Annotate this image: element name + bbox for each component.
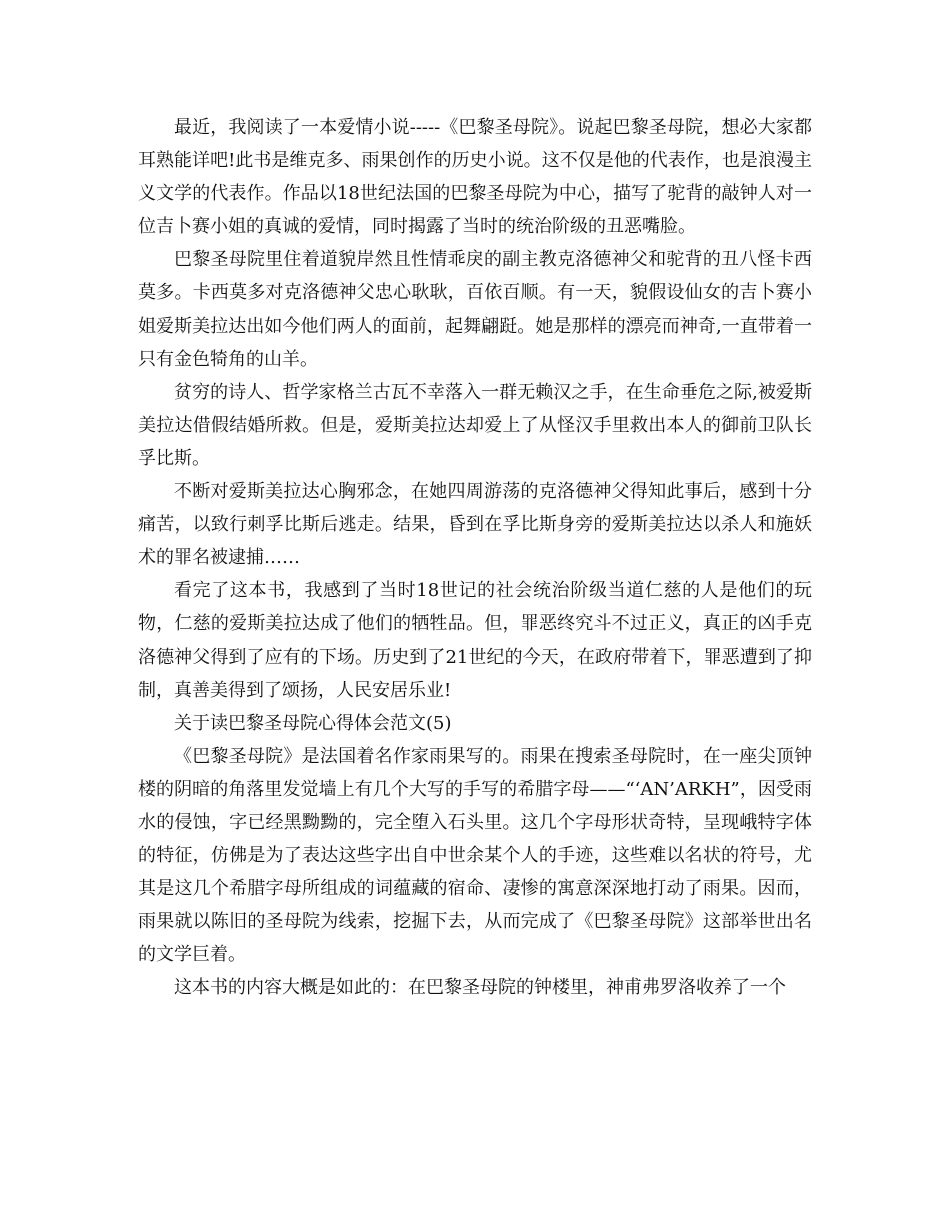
paragraph-arrest: 不断对爱斯美拉达心胸邪念，在她四周游荡的克洛德神父得知此事后，感到十分痛苦，以致行刺孚比斯后逃走。结果，昏到在孚比斯身旁的爱斯美拉达以杀人和施妖术的罪名被逮捕……	[138, 481, 812, 569]
paragraph-intro: 最近，我阅读了一本爱情小说-----《巴黎圣母院》。说起巴黎圣母院，想必大家都耳熟能详吧!此书是维克多、雨果创作的历史小说。这不仅是他的代表作，也是浪漫主义文学的代表作。作品以18世纪法国的巴黎圣母院为中心，描写了驼背的敲钟人对一位吉卜赛小姐的真诚的爱情，同时揭露了当时的统治阶级的丑恶嘴脸。	[138, 117, 812, 238]
section-heading: 关于读巴黎圣母院心得体会范文(5)	[174, 712, 452, 734]
document-body	[138, 111, 812, 1005]
paragraph-summary: 这本书的内容大概是如此的：在巴黎圣母院的钟楼里，神甫弗罗洛收养了一个	[174, 977, 786, 999]
paragraph-poet: 贫穷的诗人、哲学家格兰古瓦不幸落入一群无赖汉之手，在生命垂危之际,被爱斯美拉达借假结婚所救。但是，爱斯美拉达却爱上了从怪汉手里救出本人的御前卫队长孚比斯。	[138, 381, 812, 469]
paragraph-reflection: 看完了这本书，我感到了当时18世记的社会统治阶级当道仁慈的人是他们的玩物，仁慈的爱斯美拉达成了他们的牺牲品。但，罪恶终究斗不过正义，真正的凶手克洛德神父得到了应有的下场。历史到了21世纪的今天，在政府带着下，罪恶遭到了抑制，真善美得到了颂扬，人民安居乐业!	[138, 580, 812, 701]
paragraph-characters: 巴黎圣母院里住着道貌岸然且性情乖戾的副主教克洛德神父和驼背的丑八怪卡西莫多。卡西莫多对克洛德神父忠心耿耿，百依百顺。有一天，貌假设仙女的吉卜赛小姐爱斯美拉达出如今他们两人的面前，起舞翩跹。她是那样的漂亮而神奇,一直带着一只有金色犄角的山羊。	[138, 249, 812, 370]
paragraph-origin: 《巴黎圣母院》是法国着名作家雨果写的。雨果在搜索圣母院时，在一座尖顶钟楼的阴暗的角落里发觉墙上有几个大写的手写的希腊字母——“‘AN’ARKH”，因受雨水的侵蚀，字已经黑黝黝的，完全堕入石头里。这几个字母形状奇特，呈现峨特字体的特征，仿佛是为了表达这些字出自中世余某个人的手迹，这些难以名状的符号，尤其是这几个希腊字母所组成的词蕴藏的宿命、凄惨的寓意深深地打动了雨果。因而，雨果就以陈旧的圣母院为线索，挖掘下去，从而完成了《巴黎圣母院》这部举世出名的文学巨着。	[138, 745, 812, 966]
